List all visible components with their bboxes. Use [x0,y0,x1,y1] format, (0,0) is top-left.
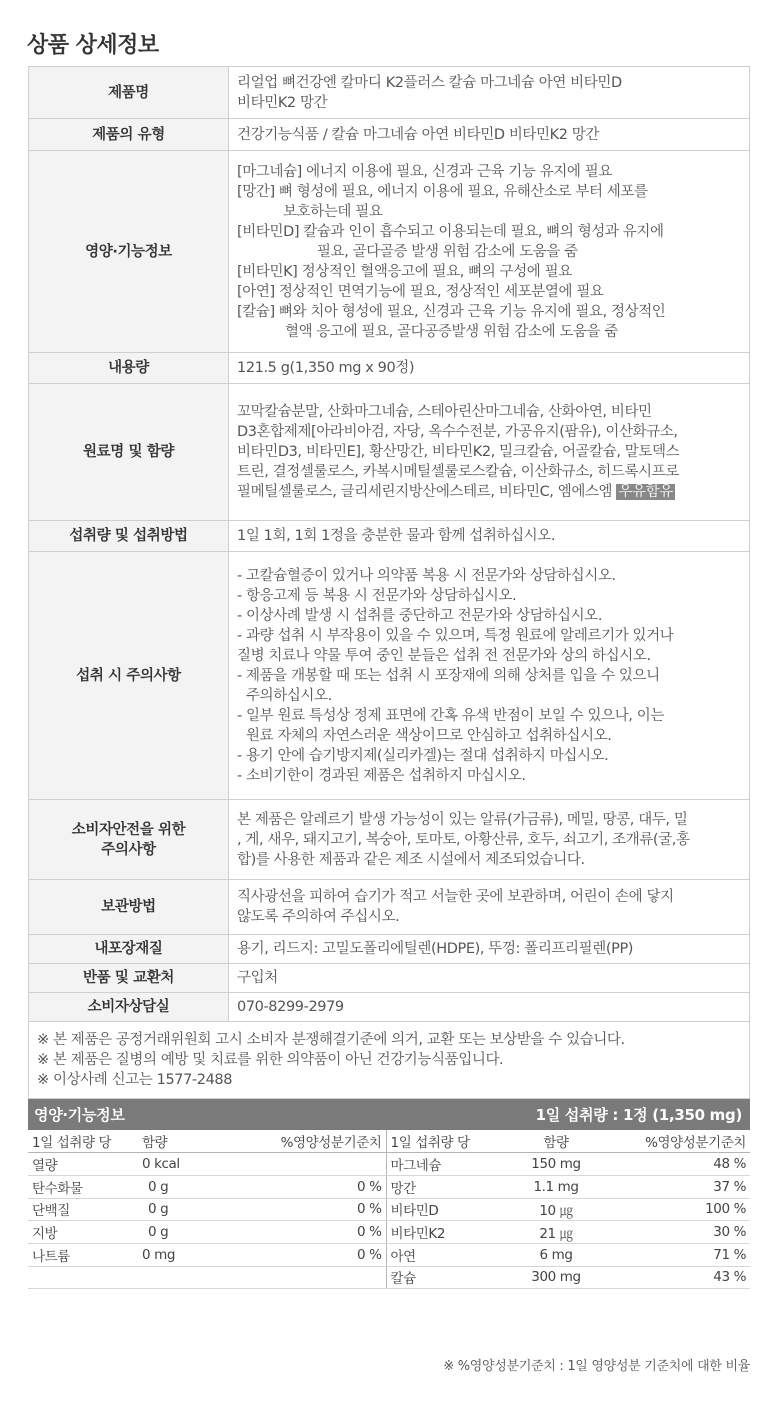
nutrition-row [28,1266,750,1289]
row-label: 내용량 [29,353,229,384]
row-label: 제품명 [29,67,229,119]
nutrient-pct: 0 % [218,1198,386,1221]
nutrient-name: 칼슘 [386,1266,506,1289]
nutrition-row [28,1153,750,1176]
nutrient-pct: 48 % [606,1153,750,1176]
nutrient-amount: 0 g [138,1175,218,1198]
nutrient-amount: 21 ㎍ [506,1221,606,1244]
value-line: D3혼합제제[아라비아검, 자당, 옥수수전분, 가공유지(팜유), 이산화규소, [237,424,678,440]
row-cautions [29,552,750,800]
nutrition-row [28,1243,750,1266]
row-label: 소비자상담실 [29,993,229,1022]
nutrient-name: 탄수화물 [28,1175,138,1198]
nutrient-pct [218,1266,386,1289]
row-packaging [29,935,750,964]
row-label: 보관방법 [29,880,229,935]
value-line: 직사광선을 피하여 습기가 적고 서늘한 곳에 보관하며, 어린이 손에 닿지 [237,889,674,905]
value-line: 않도록 주의하여 주십시오. [237,909,400,925]
value-line: 필요, 골다골증 발생 위험 감소에 도움을 줌 [317,243,578,260]
value-line: 질병 치료나 약물 투여 중인 분들은 섭취 전 전문가와 상의 하십시오. [237,647,651,664]
product-info-table [28,66,750,1099]
column-header: %영양성분기준치 [218,1130,386,1153]
nutrition-title: 영양·기능정보 [34,1106,125,1124]
value-line [237,482,743,502]
row-label: 내포장재질 [29,935,229,964]
nutrient-amount: 10 ㎍ [506,1198,606,1221]
row-consumer-safety [29,800,750,880]
nutrition-footnote: ※ %영양성분기준치 : 1일 영양성분 기준치에 대한 비율 [443,1359,750,1374]
row-value [229,880,750,935]
nutrient-amount: 0 kcal [138,1153,218,1176]
nutrient-name: 망간 [386,1175,506,1198]
row-value: 070-8299-2979 [229,993,750,1022]
row-value [229,67,750,119]
value-line: 비타민K2 망간 [237,94,328,111]
row-label [29,800,229,880]
row-label: 원료명 및 함량 [29,384,229,521]
row-label: 섭취 시 주의사항 [29,552,229,800]
note-line: ※ 이상사례 신고는 1577-2488 [37,1072,233,1088]
value-line: [비타민D] 칼슘과 인이 흡수되고 이용되는데 필요, 뼈의 형성과 유지에 [237,223,664,240]
value-line: 비타민D3, 비타민E], 황산망간, 비타민K2, 밀크칼슘, 어골칼슘, 말토덱스 [237,444,680,460]
value-line: - 이상사례 발생 시 섭취를 중단하고 전문가와 상담하십시오. [237,607,603,624]
nutrient-amount: 0 g [138,1221,218,1244]
nutrient-name: 아연 [386,1243,506,1266]
nutrient-pct: 0 % [218,1221,386,1244]
row-returns [29,964,750,993]
value-line: - 소비기한이 경과된 제품은 섭취하지 마십시오. [237,767,526,784]
nutrient-pct: 37 % [606,1175,750,1198]
notes-cell [29,1022,750,1099]
value-line: - 제품을 개봉할 때 또는 섭취 시 포장재에 의해 상처를 입을 수 있으니 [237,667,660,684]
row-consumer-contact [29,993,750,1022]
nutrient-pct: 0 % [218,1243,386,1266]
label-line: 소비자안전을 위한 [71,821,186,838]
row-label: 영양·기능정보 [29,151,229,353]
nutrient-pct: 71 % [606,1243,750,1266]
nutrient-amount: 1.1 mg [506,1175,606,1198]
value-line: 꼬막칼슘분말, 산화마그네슘, 스테아린산마그네슘, 산화아연, 비타민 [237,404,652,420]
row-value: 건강기능식품 / 칼슘 마그네슘 아연 비타민D 비타민K2 망간 [229,119,750,151]
value-line: - 용기 안에 습기방지제(실리카겔)는 절대 섭취하지 마십시오. [237,747,609,764]
value-line: - 일부 원료 특성상 정제 표면에 간혹 유색 반점이 보일 수 있으나, 이는 [237,707,664,724]
nutrition-panel [28,1099,750,1289]
column-header: 1일 섭취량 당 [28,1130,138,1153]
row-content-amount [29,353,750,384]
value-line: [비타민K] 정상적인 혈액응고에 필요, 뼈의 구성에 필요 [237,263,572,280]
row-notes [29,1022,750,1099]
nutrient-name [28,1266,138,1289]
row-value: 1일 1회, 1회 1정을 충분한 물과 함께 섭취하십시오. [229,521,750,552]
row-product-type [29,119,750,151]
page-title: 상품 상세정보 [27,33,159,58]
row-value [229,384,750,521]
nutrient-amount: 6 mg [506,1243,606,1266]
nutrient-amount [138,1266,218,1289]
nutrition-row [28,1221,750,1244]
nutrient-pct: 43 % [606,1266,750,1289]
row-value: 구입처 [229,964,750,993]
nutrient-name: 비타민D [386,1198,506,1221]
nutrient-amount: 0 mg [138,1243,218,1266]
nutrient-amount: 150 mg [506,1153,606,1176]
row-value [229,800,750,880]
value-line: [아연] 정상적인 면역기능에 필요, 정상적인 세포분열에 필요 [237,283,604,300]
value-line: [칼슘] 뼈와 치아 형성에 필요, 신경과 근육 기능 유지에 필요, 정상적인 [237,303,666,320]
nutrient-name: 나트륨 [28,1243,138,1266]
nutrient-amount: 0 g [138,1198,218,1221]
nutrient-pct: 100 % [606,1198,750,1221]
value-line: 보호하는데 필요 [283,203,383,220]
value-line: - 과량 섭취 시 부작용이 있을 수 있으며, 특정 원료에 알레르기가 있거나 [237,627,674,644]
column-header: 1일 섭취량 당 [386,1130,506,1153]
value-line: - 항응고제 등 복용 시 전문가와 상담하십시오. [237,587,517,604]
nutrition-row [28,1198,750,1221]
nutrient-pct: 30 % [606,1221,750,1244]
milk-allergen-badge: 우유함유 [618,484,673,500]
value-line: - 고칼슘혈증이 있거나 의약품 복용 시 전문가와 상담하십시오. [237,567,616,584]
value-line: 본 제품은 알레르기 발생 가능성이 있는 알류(가금류), 메밀, 땅콩, 대두, 밀 [237,811,688,828]
nutrition-column-headers [28,1130,750,1153]
nutrition-row [28,1175,750,1198]
row-value: 용기, 리드지: 고밀도폴리에틸렌(HDPE), 뚜껑: 폴리프리필렌(PP) [229,935,750,964]
nutrition-serving: 1일 섭취량 : 1정 (1,350 mg) [535,1106,742,1124]
row-product-name [29,67,750,119]
nutrient-amount: 300 mg [506,1266,606,1289]
nutrient-name: 지방 [28,1221,138,1244]
value-line: 리얼업 뼈건강엔 칼마디 K2플러스 칼슘 마그네슘 아연 비타민D [237,74,622,91]
value-line: 주의하십시오. [246,687,332,704]
row-label: 제품의 유형 [29,119,229,151]
row-ingredients [29,384,750,521]
value-line: 혈액 응고에 필요, 골다공증발생 위험 감소에 도움을 줌 [285,323,619,340]
value-line: 합)를 사용한 제품과 같은 제조 시설에서 제조되었습니다. [237,851,585,868]
value-line: 원료 자체의 자연스러운 색상이므로 안심하고 섭취하십시오. [246,727,612,744]
row-intake [29,521,750,552]
column-header: %영양성분기준치 [606,1130,750,1153]
column-header: 함량 [138,1130,218,1153]
row-value: 121.5 g(1,350 mg x 90정) [229,353,750,384]
nutrient-name: 마그네슘 [386,1153,506,1176]
nutrient-name: 단백질 [28,1198,138,1221]
note-line: ※ 본 제품은 질병의 예방 및 치료를 위한 의약품이 아닌 건강기능식품입니다. [37,1052,504,1068]
row-function-info [29,151,750,353]
nutrient-pct [218,1153,386,1176]
value-line: 트린, 결정셀룰로스, 카복시메틸셀룰로스칼슘, 이산화규소, 히드록시프로 [237,464,679,480]
row-label: 섭취량 및 섭취방법 [29,521,229,552]
label-line: 주의사항 [101,841,156,858]
row-label: 반품 및 교환처 [29,964,229,993]
note-line: ※ 본 제품은 공정거래위원회 고시 소비자 분쟁해결기준에 의거, 교환 또는 보상받을 수 있습니다. [37,1032,625,1048]
row-value [229,151,750,353]
row-value [229,552,750,800]
nutrient-name: 비타민K2 [386,1221,506,1244]
value-line: , 게, 새우, 돼지고기, 복숭아, 토마토, 아황산류, 호두, 쇠고기, 조개류(굴,홍 [237,831,690,848]
value-line: [망간] 뼈 형성에 필요, 에너지 이용에 필요, 유해산소로 부터 세포를 [237,183,648,200]
nutrient-pct: 0 % [218,1175,386,1198]
value-line: [마그네슘] 에너지 이용에 필요, 신경과 근육 기능 유지에 필요 [237,163,612,180]
column-header: 함량 [506,1130,606,1153]
value-text: 필메틸셀룰로스, 글리세린지방산에스테르, 비타민C, 엠에스엠 [237,484,617,500]
nutrition-table [28,1130,750,1289]
row-storage [29,880,750,935]
nutrient-name: 열량 [28,1153,138,1176]
nutrition-header [28,1099,750,1130]
